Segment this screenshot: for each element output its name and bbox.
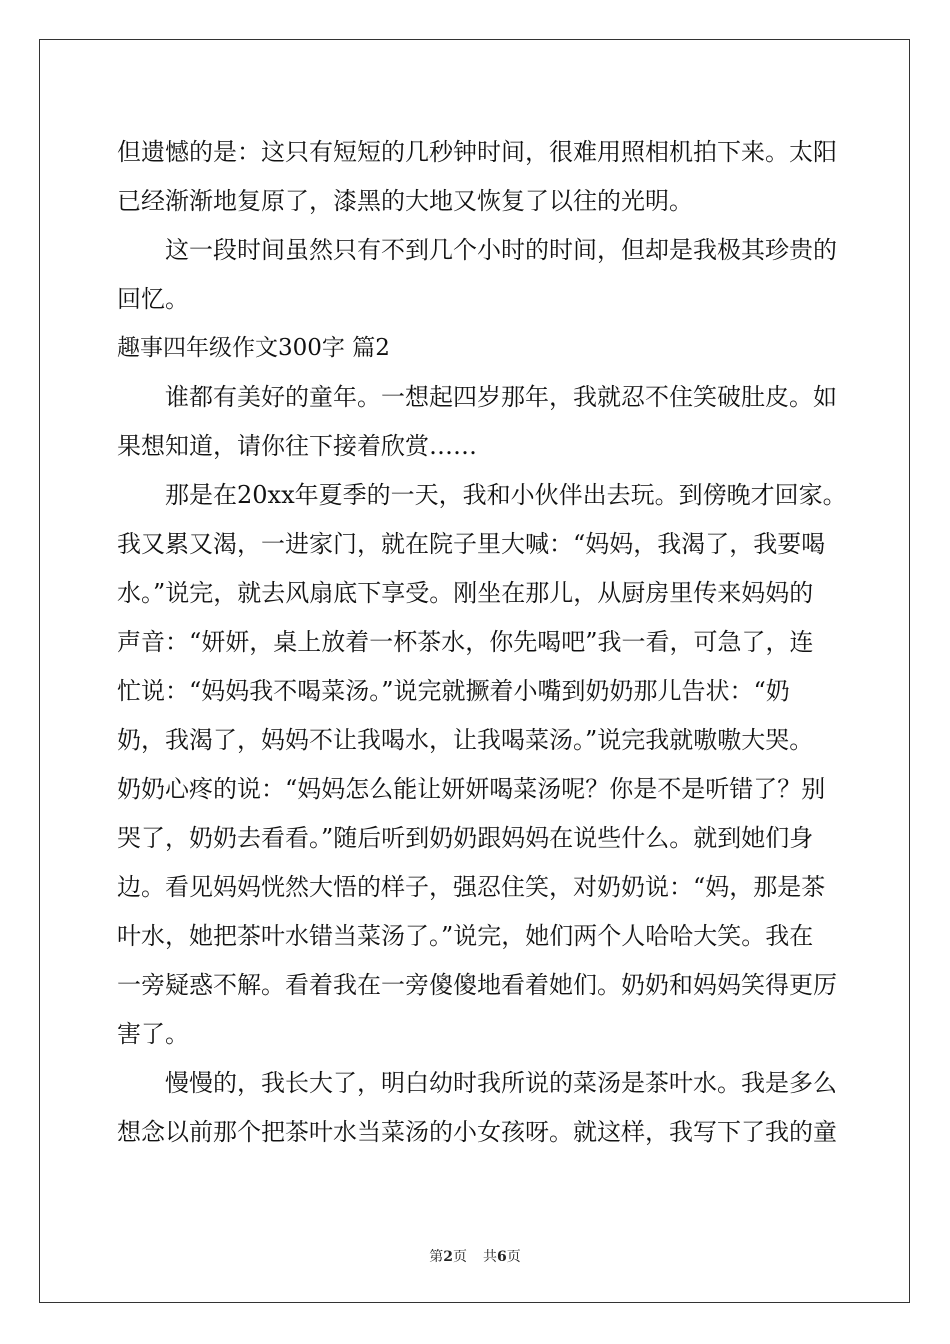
page-prefix: 第 [429,1249,444,1265]
total-prefix: 共 [483,1249,497,1265]
page-footer [0,1246,950,1266]
total-suffix: 页 [506,1249,521,1265]
text-line: 一旁疑惑不解。看着我在一旁傻傻地看着她们。奶奶和妈妈笑得更厉 [117,971,837,999]
text-line: 害了。 [117,1020,189,1048]
text-line: 奶奶心疼的说：“妈妈怎么能让妍妍喝菜汤呢？你是不是听错了？别 [117,775,826,803]
page-suffix: 页 [453,1249,467,1265]
total-page-number: 6 [497,1249,507,1265]
section-heading: 趣事四年级作文300字 篇2 [117,335,390,361]
text-line: 谁都有美好的童年。一想起四岁那年，我就忍不住笑破肚皮。如 [165,383,837,411]
text-line: 我又累又渴，一进家门，就在院子里大喊：“妈妈，我渴了，我要喝 [117,530,826,558]
document-body [117,128,847,1157]
text-line: 这一段时间虽然只有不到几个小时的时间，但却是我极其珍贵的 [165,236,837,264]
text-line: 但遗憾的是：这只有短短的几秒钟时间，很难用照相机拍下来。太阳 [117,138,837,166]
text-line: 奶，我渴了，妈妈不让我喝水，让我喝菜汤。”说完我就嗷嗷大哭。 [117,726,814,754]
text-line: 边。看见妈妈恍然大悟的样子，强忍住笑，对奶奶说：“妈，那是茶 [117,873,826,901]
text-line: 想念以前那个把茶叶水当菜汤的小女孩呀。就这样，我写下了我的童 [117,1118,837,1146]
text-line: 那是在20xx年夏季的一天，我和小伙伴出去玩。到傍晚才回家。 [165,481,847,509]
current-page-number: 2 [443,1249,453,1265]
text-line: 忙说：“妈妈我不喝菜汤。”说完就撅着小嘴到奶奶那儿告状：“奶 [117,677,790,705]
text-line: 已经渐渐地复原了，漆黑的大地又恢复了以往的光明。 [117,187,693,215]
text-line: 哭了，奶奶去看看。”随后听到奶奶跟妈妈在说些什么。就到她们身 [117,824,814,852]
text-line: 水。”说完，就去风扇底下享受。刚坐在那儿，从厨房里传来妈妈的 [117,579,814,607]
text-line: 叶水，她把茶叶水错当菜汤了。”说完，她们两个人哈哈大笑。我在 [117,922,814,950]
text-line: 果想知道，请你往下接着欣赏…… [117,432,477,460]
text-line: 声音：“妍妍，桌上放着一杯茶水，你先喝吧”我一看，可急了，连 [117,628,814,656]
text-line: 慢慢的，我长大了，明白幼时我所说的菜汤是茶叶水。我是多么 [165,1069,837,1097]
text-line: 回忆。 [117,285,189,313]
